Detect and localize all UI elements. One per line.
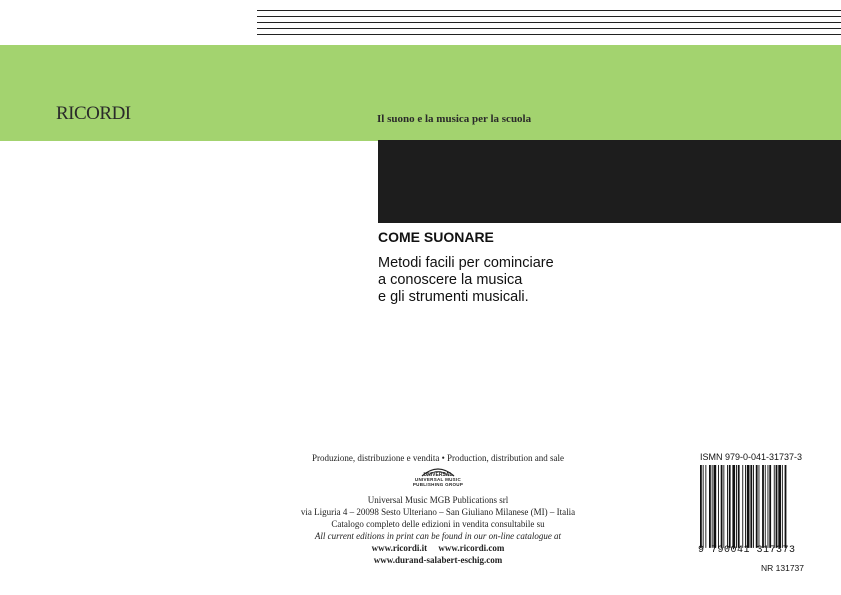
description-line: Metodi facili per cominciare: [378, 255, 554, 271]
publisher-info: [284, 452, 592, 566]
distribution-line: Produzione, distribuzione e vendita • Production, distribution and sale: [311, 453, 565, 463]
barcode-graphic: [698, 465, 810, 550]
barcode-bar: [750, 465, 752, 548]
barcode-bar: [776, 465, 778, 548]
ricordi-logo: RICORDI: [56, 103, 131, 124]
staff-line: [257, 28, 841, 29]
barcode-bar: [738, 465, 740, 548]
website-links: www.ricordi.it www.ricordi.com: [371, 543, 505, 553]
barcode-bar: [769, 465, 771, 548]
barcode-bar: [747, 465, 750, 548]
description-line: a conoscere la musica: [378, 272, 523, 288]
staff-line: [257, 22, 841, 23]
barcode-bar: [759, 465, 760, 548]
staff-line: [257, 16, 841, 17]
series-title: COME SUONARE: [378, 229, 494, 245]
barcode-bar: [768, 465, 769, 548]
black-title-bar: [378, 140, 841, 223]
barcode-bar: [705, 465, 706, 548]
green-header-band: [0, 45, 841, 141]
website-link: www.durand-salabert-eschig.com: [373, 555, 503, 565]
barcode-digits: 9 790041 317373: [698, 545, 796, 556]
barcode-bar: [703, 465, 704, 548]
barcode-bar: [765, 465, 766, 548]
catalog-note-en: All current editions in print can be found in our on-line catalogue at: [314, 531, 562, 541]
barcode-bar: [732, 465, 735, 548]
series-tagline: Il suono e la musica per la scuola: [377, 113, 532, 125]
barcode-bar: [742, 465, 743, 548]
barcode-bar: [727, 465, 728, 548]
svg-text:UNIVERSAL: UNIVERSAL: [423, 472, 453, 477]
company-address: via Liguria 4 – 20098 Sesto Ulteriano – San Giuliano Milanese (MI) – Italia: [300, 507, 576, 517]
catalog-number: NR 131737: [761, 563, 805, 573]
barcode-bar: [745, 465, 746, 548]
company-name: Universal Music MGB Publications srl: [367, 495, 509, 505]
barcode-bar: [774, 465, 775, 548]
staff-line: [257, 10, 841, 11]
barcode-bar: [753, 465, 754, 548]
barcode-bar: [700, 465, 702, 548]
universal-music-logo: [408, 465, 468, 491]
barcode-bar: [778, 465, 781, 548]
barcode-bar: [723, 465, 724, 548]
description-line: e gli strumenti musicali.: [378, 289, 529, 305]
universal-globe-icon: [418, 465, 458, 477]
staff-line: [257, 34, 841, 35]
barcode-bar: [709, 465, 711, 548]
barcode-bar: [729, 465, 731, 548]
series-description: [378, 255, 554, 306]
barcode-bar: [736, 465, 737, 548]
umg-logo-text: UNIVERSAL MUSIC: [414, 477, 462, 482]
barcode-bar: [762, 465, 764, 548]
barcode-bar: [756, 465, 758, 548]
barcode-bar: [785, 465, 787, 548]
barcode-bar: [714, 465, 717, 548]
umg-logo-text: PUBLISHING GROUP: [412, 482, 464, 487]
music-staff-lines: [257, 10, 841, 40]
ismn-code: ISMN 979-0-041-31737-3: [700, 452, 803, 462]
barcode-bar: [712, 465, 713, 548]
barcode-bar: [718, 465, 719, 548]
barcode-bar: [721, 465, 723, 548]
barcode-bar: [782, 465, 783, 548]
catalog-note-it: Catalogo completo delle edizioni in vendita consultabile su: [331, 519, 545, 529]
